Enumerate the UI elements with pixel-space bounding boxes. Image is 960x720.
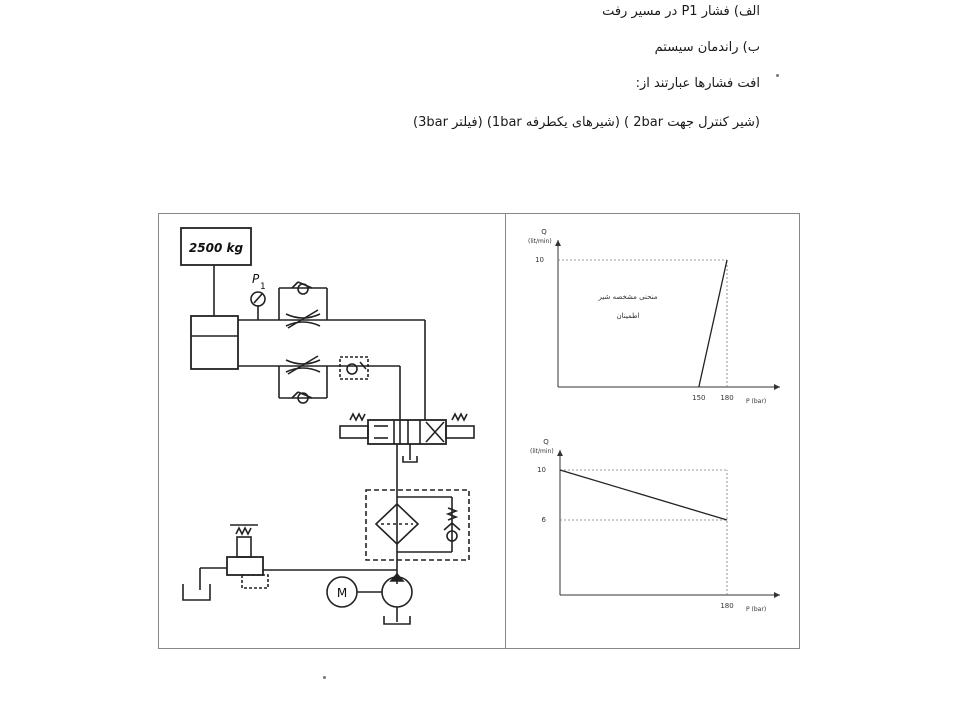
chart-annotation: اطمینان xyxy=(616,312,640,320)
x-tick-label: 150 xyxy=(692,394,706,402)
load-label: 2500 kg xyxy=(188,241,244,255)
figure-frame xyxy=(158,213,800,649)
chart-annotation: منحنی مشخصه شیر xyxy=(598,293,658,301)
y-axis-unit: (lit/min) xyxy=(530,448,554,455)
y-tick-label: 10 xyxy=(537,466,546,474)
scan-dot xyxy=(776,74,779,77)
gauge-subscript: 1 xyxy=(260,282,266,292)
y-tick-label: 6 xyxy=(541,516,546,524)
question-line-efficiency: ب) راندمان سیستم xyxy=(654,40,760,55)
x-axis-label: P (bar) xyxy=(746,606,767,613)
question-line-pressure-drops: افت فشارها عبارتند از: xyxy=(635,76,760,91)
x-axis-label: P (bar) xyxy=(746,398,767,405)
y-axis-label: Q xyxy=(541,228,547,236)
gauge-label: P xyxy=(252,272,260,286)
x-tick-label: 180 xyxy=(720,394,734,402)
y-tick-label: 10 xyxy=(535,256,544,264)
y-axis-label: Q xyxy=(543,438,549,446)
y-axis-unit: (lit/min) xyxy=(528,238,552,245)
x-tick-label: 180 xyxy=(720,602,734,610)
figure-divider xyxy=(505,213,506,649)
question-line-drop-values: (شیر کنترل جهت 2bar ) (شیرهای یکطرفه 1bar) (فیلتر 3bar) xyxy=(413,115,760,130)
motor-label: M xyxy=(336,586,348,600)
scan-dot xyxy=(323,676,326,679)
question-line-pressure-p1: الف) فشار P1 در مسیر رفت xyxy=(602,4,760,19)
